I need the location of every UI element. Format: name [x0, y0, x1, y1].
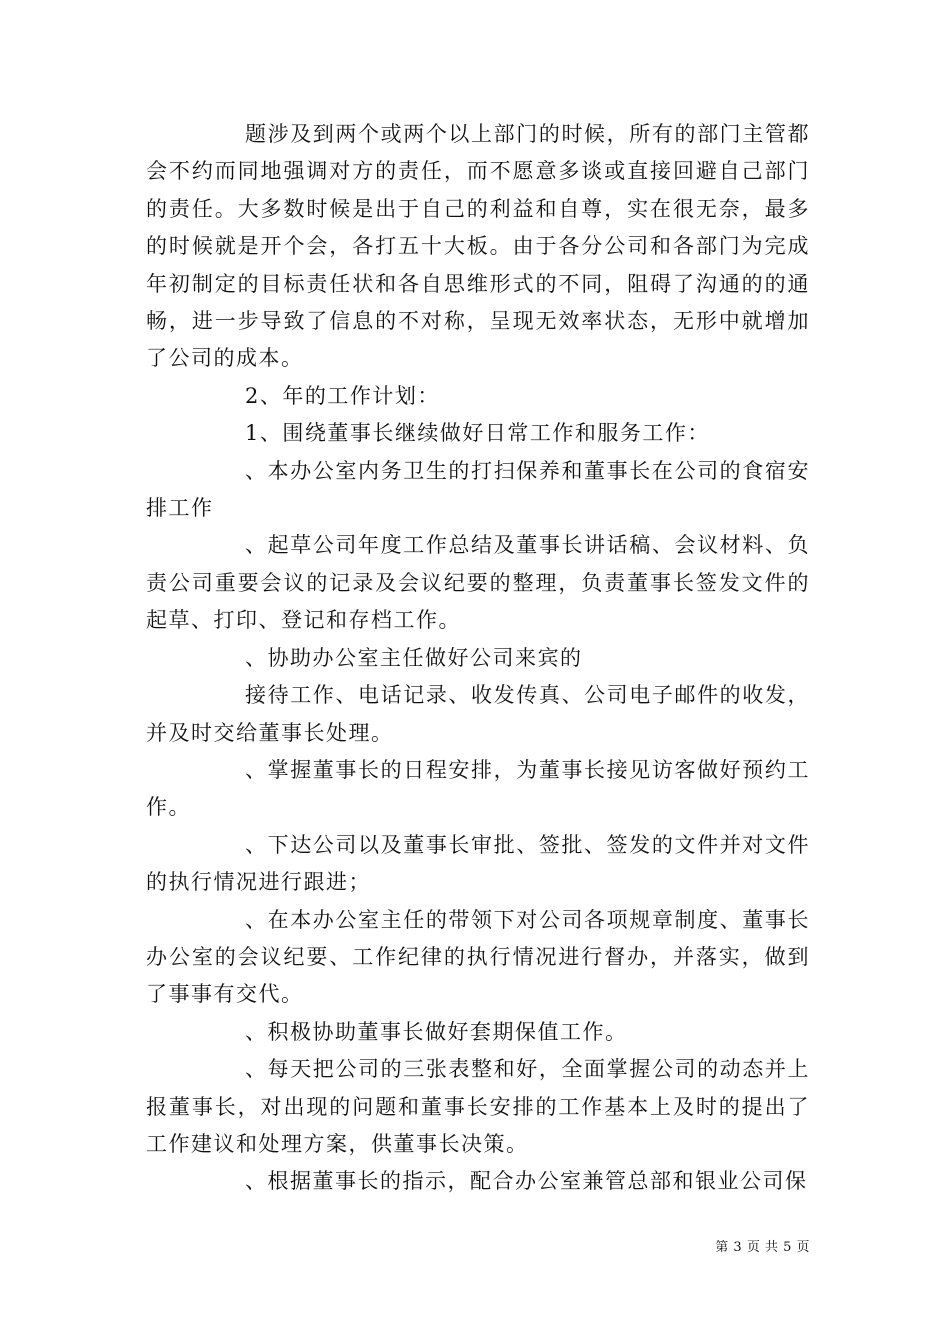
paragraph: 、起草公司年度工作总结及董事长讲话稿、会议材料、负责公司重要会议的记录及会议纪要的整理，负责董事长签发文件的起草、打印、登记和存档工作。 — [146, 533, 810, 633]
paragraph: 、根据董事长的指示，配合办公室兼管总部和银业公司保 — [245, 1169, 808, 1194]
paragraph: 、本办公室内务卫生的打扫保养和董事长在公司的食宿安排工作 — [146, 458, 810, 521]
paragraph: 、掌握董事长的日程安排，为董事长接见访客做好预约工作。 — [146, 757, 810, 820]
paragraph: 1、围绕董事长继续做好日常工作和服务工作： — [245, 421, 710, 446]
paragraph: 、每天把公司的三张表整和好，全面掌握公司的动态并上报董事长，对出现的问题和董事长安排的工作基本上及时的提出了工作建议和处理方案，供董事长决策。 — [146, 1057, 810, 1156]
page-number-footer: 第 3 页 共 5 页 — [715, 1240, 810, 1255]
document-body — [146, 116, 810, 1201]
paragraph: 、积极协助董事长做好套期保值工作。 — [245, 1019, 628, 1044]
paragraph: 、协助办公室主任做好公司来宾的 — [245, 645, 583, 670]
paragraph: 接待工作、电话记录、收发传真、公司电子邮件的收发，并及时交给董事长处理。 — [146, 683, 810, 745]
paragraph: 题涉及到两个或两个以上部门的时候，所有的部门主管都会不约而同地强调对方的责任，而不愿意多谈或直接回避自己部门的责任。大多数时候是出于自己的利益和自尊，实在很无奈，最多的时候就是开个会，各打五十大板。由于各分公司和各部门为完成年初制定的目标责任状和各自思维形式的不同，阻碍了沟通的的通畅，进一步导致了信息的不对称，呈现无效率状态，无形中就增加了公司的成本。 — [146, 122, 810, 371]
paragraph: 、下达公司以及董事长审批、签批、签发的文件并对文件的执行情况进行跟进； — [146, 832, 810, 895]
paragraph: 2、年的工作计划： — [245, 383, 440, 408]
paragraph: 、在本办公室主任的带领下对公司各项规章制度、董事长办公室的会议纪要、工作纪律的执行情况进行督办，并落实，做到了事事有交代。 — [146, 907, 810, 1007]
